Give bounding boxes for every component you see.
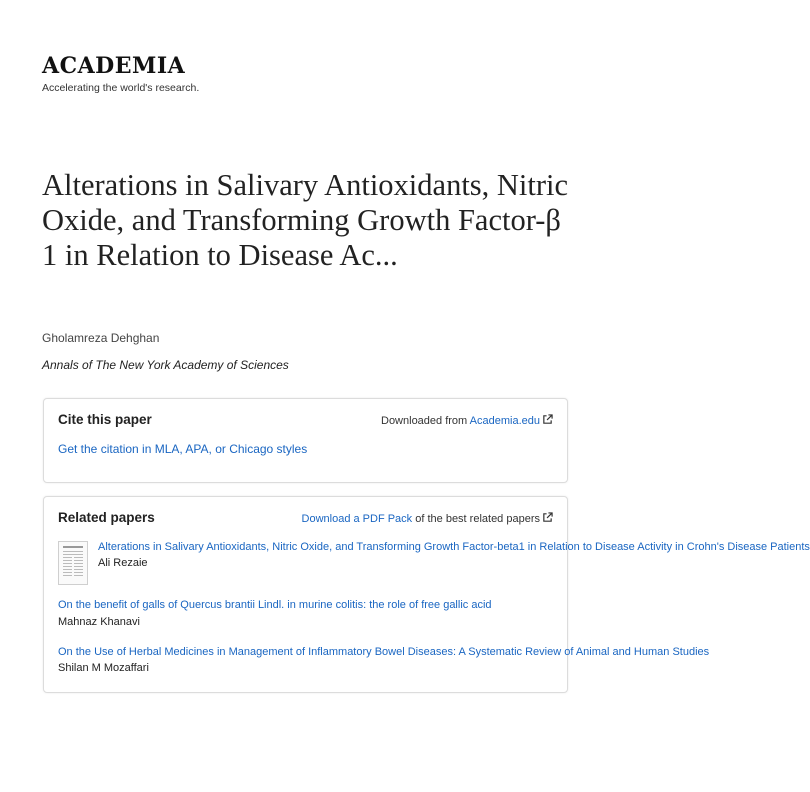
external-link-icon[interactable] bbox=[542, 512, 553, 523]
external-link-icon[interactable] bbox=[542, 414, 553, 425]
related-paper-title[interactable]: On the benefit of galls of Quercus brantii Lindl. in murine colitis: the role of free gallic acid bbox=[58, 599, 492, 611]
related-paper-author: Shilan M Mozaffari bbox=[58, 662, 149, 674]
paper-title: Alterations in Salivary Antioxidants, Nitric Oxide, and Transforming Growth Factor-β 1 in Relation to Disease Ac... bbox=[42, 168, 569, 272]
related-paper-author: Ali Rezaie bbox=[98, 557, 148, 569]
paper-thumbnail-icon[interactable] bbox=[58, 541, 88, 585]
downloaded-from bbox=[381, 414, 553, 427]
tagline: Accelerating the world's research. bbox=[42, 82, 200, 94]
pdf-pack-line bbox=[302, 512, 553, 525]
cite-card bbox=[43, 398, 568, 483]
paper-journal: Annals of The New York Academy of Sciences bbox=[42, 358, 289, 372]
related-heading: Related papers bbox=[58, 510, 155, 525]
related-paper-title[interactable]: On the Use of Herbal Medicines in Management of Inflammatory Bowel Diseases: A Systematic Review of Animal and Human Studies bbox=[58, 646, 710, 658]
downloaded-prefix: Downloaded from bbox=[381, 415, 470, 427]
academia-logo[interactable]: ACADEMIA bbox=[42, 53, 186, 79]
academia-link[interactable]: Academia.edu bbox=[469, 415, 540, 427]
related-papers-card bbox=[43, 496, 810, 693]
pdf-pack-suffix: of the best related papers bbox=[412, 513, 540, 525]
related-paper-title[interactable]: Alterations in Salivary Antioxidants, Nitric Oxide, and Transforming Growth Factor-beta1 in Relation to Disease Activity in Crohn's Disease Patients bbox=[98, 541, 810, 553]
pdf-pack-link[interactable]: Download a PDF Pack bbox=[301, 513, 413, 525]
citation-styles-link[interactable]: Get the citation in MLA, APA, or Chicago styles bbox=[58, 442, 308, 456]
paper-author: Gholamreza Dehghan bbox=[42, 331, 160, 345]
cite-heading: Cite this paper bbox=[58, 412, 152, 427]
related-paper-author: Mahnaz Khanavi bbox=[58, 616, 140, 628]
